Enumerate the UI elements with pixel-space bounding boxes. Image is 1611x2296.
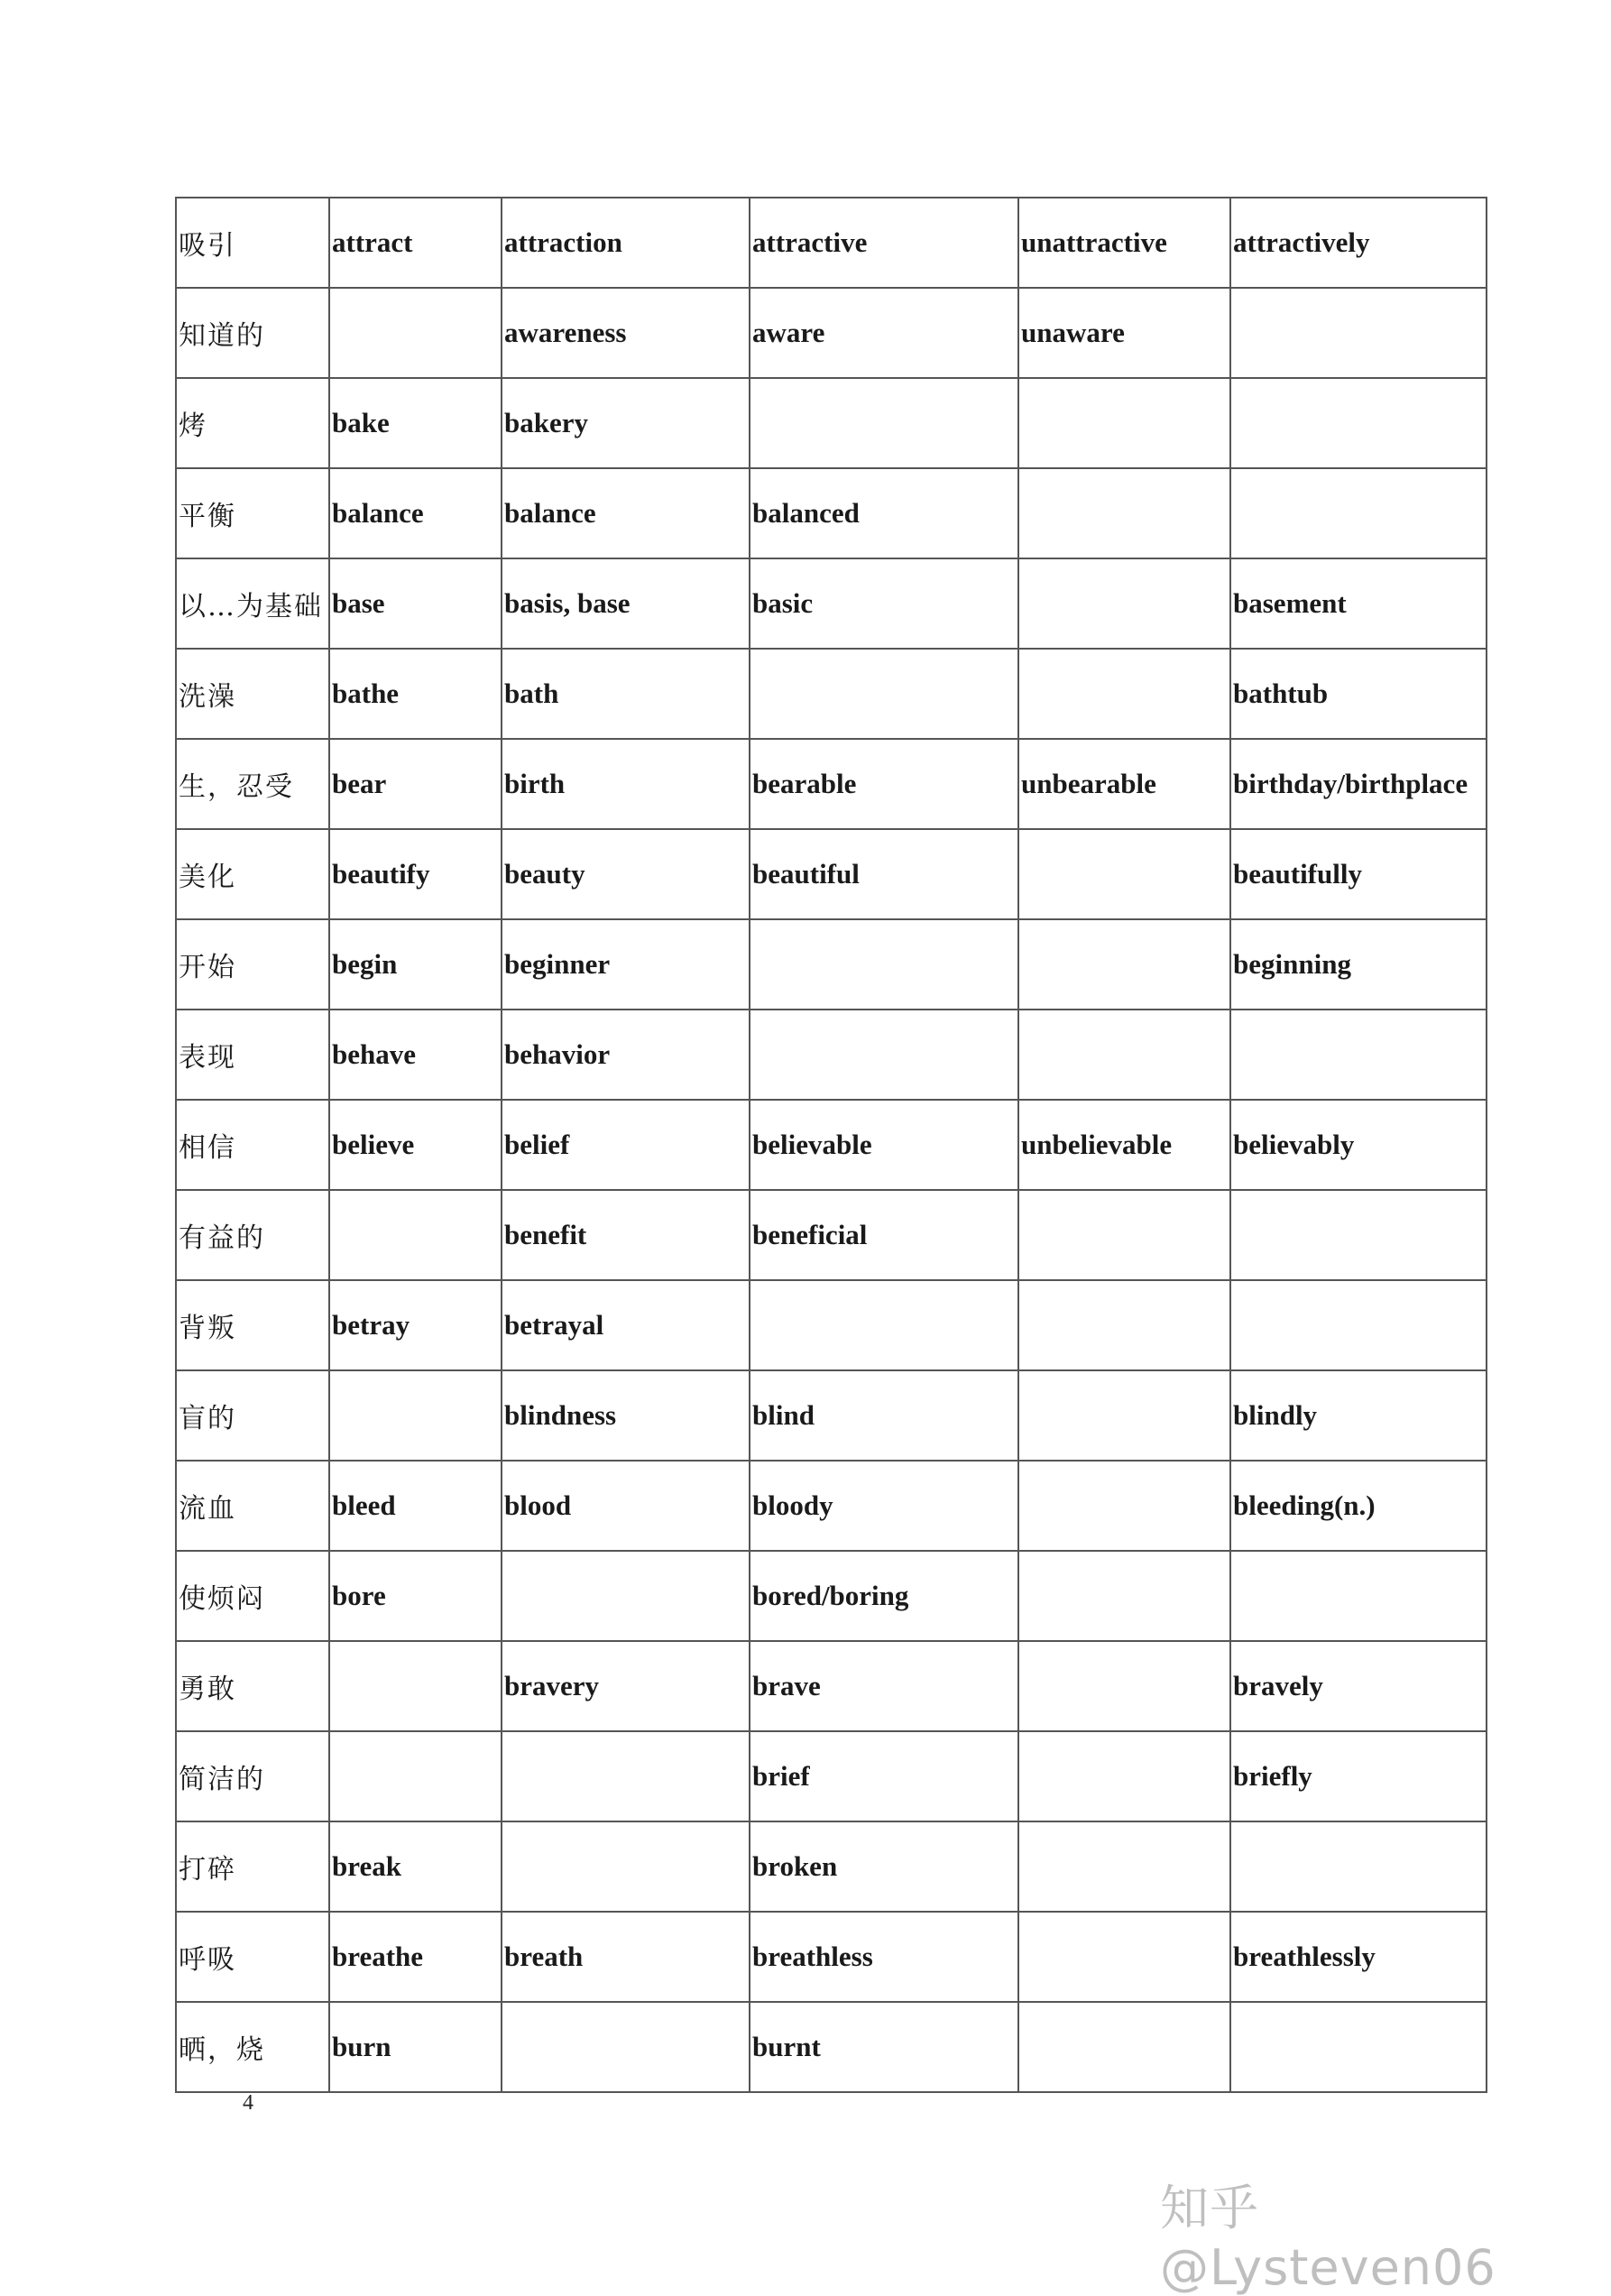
cell-verb: begin bbox=[329, 919, 502, 1010]
cell-adj bbox=[750, 919, 1018, 1010]
cell-verb: bake bbox=[329, 378, 502, 468]
cell-zh: 表现 bbox=[176, 1010, 329, 1100]
table-row bbox=[176, 1010, 1487, 1100]
cell-noun: bath bbox=[502, 649, 750, 739]
cell-zh: 简洁的 bbox=[176, 1731, 329, 1821]
cell-verb bbox=[329, 1731, 502, 1821]
cell-neg bbox=[1018, 1280, 1230, 1370]
cell-adj bbox=[750, 649, 1018, 739]
cell-zh: 生，忍受 bbox=[176, 739, 329, 829]
cell-other bbox=[1230, 2002, 1487, 2092]
cell-neg bbox=[1018, 1821, 1230, 1912]
cell-noun: belief bbox=[502, 1100, 750, 1190]
cell-other: basement bbox=[1230, 558, 1487, 649]
cell-zh: 平衡 bbox=[176, 468, 329, 558]
table-row bbox=[176, 1641, 1487, 1731]
cell-neg bbox=[1018, 1551, 1230, 1641]
table-row bbox=[176, 558, 1487, 649]
cell-noun bbox=[502, 2002, 750, 2092]
cell-noun: beauty bbox=[502, 829, 750, 919]
cell-noun bbox=[502, 1731, 750, 1821]
cell-zh: 洗澡 bbox=[176, 649, 329, 739]
cell-verb: bathe bbox=[329, 649, 502, 739]
cell-adj: brave bbox=[750, 1641, 1018, 1731]
cell-neg: unattractive bbox=[1018, 198, 1230, 288]
cell-neg bbox=[1018, 1731, 1230, 1821]
cell-verb bbox=[329, 288, 502, 378]
cell-noun: basis, base bbox=[502, 558, 750, 649]
cell-zh: 相信 bbox=[176, 1100, 329, 1190]
table-row bbox=[176, 919, 1487, 1010]
table-body bbox=[176, 198, 1487, 2092]
cell-neg bbox=[1018, 468, 1230, 558]
cell-neg bbox=[1018, 1010, 1230, 1100]
cell-adj: burnt bbox=[750, 2002, 1018, 2092]
cell-adj: beneficial bbox=[750, 1190, 1018, 1280]
cell-adj: blind bbox=[750, 1370, 1018, 1461]
cell-verb bbox=[329, 1641, 502, 1731]
cell-adj: brief bbox=[750, 1731, 1018, 1821]
cell-noun: balance bbox=[502, 468, 750, 558]
cell-verb: burn bbox=[329, 2002, 502, 2092]
table-row bbox=[176, 1821, 1487, 1912]
cell-adj: bored/boring bbox=[750, 1551, 1018, 1641]
cell-neg bbox=[1018, 829, 1230, 919]
cell-zh: 吸引 bbox=[176, 198, 329, 288]
cell-noun: birth bbox=[502, 739, 750, 829]
cell-verb: beautify bbox=[329, 829, 502, 919]
cell-neg bbox=[1018, 919, 1230, 1010]
cell-noun: attraction bbox=[502, 198, 750, 288]
cell-noun: behavior bbox=[502, 1010, 750, 1100]
cell-zh: 勇敢 bbox=[176, 1641, 329, 1731]
cell-zh: 晒，烧 bbox=[176, 2002, 329, 2092]
cell-adj: basic bbox=[750, 558, 1018, 649]
cell-adj: aware bbox=[750, 288, 1018, 378]
cell-adj: bloody bbox=[750, 1461, 1018, 1551]
table-row bbox=[176, 739, 1487, 829]
cell-other bbox=[1230, 1821, 1487, 1912]
table-row bbox=[176, 288, 1487, 378]
cell-neg bbox=[1018, 1641, 1230, 1731]
cell-noun: awareness bbox=[502, 288, 750, 378]
cell-other: bravely bbox=[1230, 1641, 1487, 1731]
cell-other: briefly bbox=[1230, 1731, 1487, 1821]
cell-noun: betrayal bbox=[502, 1280, 750, 1370]
table-row bbox=[176, 1100, 1487, 1190]
cell-neg bbox=[1018, 1912, 1230, 2002]
page-number: 4 bbox=[243, 2091, 253, 2115]
cell-neg: unbearable bbox=[1018, 739, 1230, 829]
cell-neg: unaware bbox=[1018, 288, 1230, 378]
cell-zh: 使烦闷 bbox=[176, 1551, 329, 1641]
cell-verb: break bbox=[329, 1821, 502, 1912]
table-row bbox=[176, 1912, 1487, 2002]
cell-verb: bear bbox=[329, 739, 502, 829]
cell-noun bbox=[502, 1821, 750, 1912]
cell-zh: 知道的 bbox=[176, 288, 329, 378]
cell-noun: blood bbox=[502, 1461, 750, 1551]
table-row bbox=[176, 829, 1487, 919]
cell-other: believably bbox=[1230, 1100, 1487, 1190]
cell-neg bbox=[1018, 1370, 1230, 1461]
cell-verb: balance bbox=[329, 468, 502, 558]
cell-noun: bravery bbox=[502, 1641, 750, 1731]
cell-other bbox=[1230, 1190, 1487, 1280]
cell-adj: believable bbox=[750, 1100, 1018, 1190]
cell-verb: base bbox=[329, 558, 502, 649]
cell-zh: 流血 bbox=[176, 1461, 329, 1551]
cell-zh: 呼吸 bbox=[176, 1912, 329, 2002]
cell-neg: unbelievable bbox=[1018, 1100, 1230, 1190]
cell-other bbox=[1230, 1280, 1487, 1370]
cell-other: bleeding(n.) bbox=[1230, 1461, 1487, 1551]
table-row bbox=[176, 1280, 1487, 1370]
table-row bbox=[176, 1551, 1487, 1641]
cell-zh: 以…为基础 bbox=[176, 558, 329, 649]
cell-adj bbox=[750, 378, 1018, 468]
cell-neg bbox=[1018, 1190, 1230, 1280]
cell-adj: attractive bbox=[750, 198, 1018, 288]
table-row bbox=[176, 1190, 1487, 1280]
table-row bbox=[176, 1731, 1487, 1821]
cell-adj: broken bbox=[750, 1821, 1018, 1912]
cell-noun: breath bbox=[502, 1912, 750, 2002]
watermark: 知乎 @Lysteven06 bbox=[1160, 2180, 1496, 2296]
cell-noun: benefit bbox=[502, 1190, 750, 1280]
cell-verb: bleed bbox=[329, 1461, 502, 1551]
cell-other: blindly bbox=[1230, 1370, 1487, 1461]
cell-adj: beautiful bbox=[750, 829, 1018, 919]
cell-noun: blindness bbox=[502, 1370, 750, 1461]
cell-verb: believe bbox=[329, 1100, 502, 1190]
cell-noun: bakery bbox=[502, 378, 750, 468]
cell-adj: balanced bbox=[750, 468, 1018, 558]
cell-zh: 开始 bbox=[176, 919, 329, 1010]
cell-other: bathtub bbox=[1230, 649, 1487, 739]
cell-zh: 美化 bbox=[176, 829, 329, 919]
cell-zh: 打碎 bbox=[176, 1821, 329, 1912]
cell-other: birthday/birthplace bbox=[1230, 739, 1487, 829]
cell-other bbox=[1230, 1551, 1487, 1641]
cell-verb: behave bbox=[329, 1010, 502, 1100]
table-row bbox=[176, 1370, 1487, 1461]
cell-zh: 烤 bbox=[176, 378, 329, 468]
cell-noun: beginner bbox=[502, 919, 750, 1010]
cell-verb bbox=[329, 1370, 502, 1461]
table-row bbox=[176, 198, 1487, 288]
cell-other bbox=[1230, 378, 1487, 468]
cell-zh: 有益的 bbox=[176, 1190, 329, 1280]
table-row bbox=[176, 649, 1487, 739]
cell-verb: attract bbox=[329, 198, 502, 288]
cell-adj: breathless bbox=[750, 1912, 1018, 2002]
cell-neg bbox=[1018, 558, 1230, 649]
cell-verb bbox=[329, 1190, 502, 1280]
table-row bbox=[176, 468, 1487, 558]
cell-other bbox=[1230, 468, 1487, 558]
cell-other: beginning bbox=[1230, 919, 1487, 1010]
cell-neg bbox=[1018, 1461, 1230, 1551]
cell-verb: betray bbox=[329, 1280, 502, 1370]
cell-adj bbox=[750, 1280, 1018, 1370]
table-row bbox=[176, 2002, 1487, 2092]
cell-other bbox=[1230, 288, 1487, 378]
cell-verb: breathe bbox=[329, 1912, 502, 2002]
cell-neg bbox=[1018, 2002, 1230, 2092]
cell-zh: 背叛 bbox=[176, 1280, 329, 1370]
cell-other: attractively bbox=[1230, 198, 1487, 288]
cell-other bbox=[1230, 1010, 1487, 1100]
vocab-table bbox=[175, 197, 1487, 2093]
cell-neg bbox=[1018, 378, 1230, 468]
table-row bbox=[176, 378, 1487, 468]
cell-other: breathlessly bbox=[1230, 1912, 1487, 2002]
cell-noun bbox=[502, 1551, 750, 1641]
cell-verb: bore bbox=[329, 1551, 502, 1641]
cell-zh: 盲的 bbox=[176, 1370, 329, 1461]
cell-other: beautifully bbox=[1230, 829, 1487, 919]
cell-adj: bearable bbox=[750, 739, 1018, 829]
cell-adj bbox=[750, 1010, 1018, 1100]
cell-neg bbox=[1018, 649, 1230, 739]
table-row bbox=[176, 1461, 1487, 1551]
